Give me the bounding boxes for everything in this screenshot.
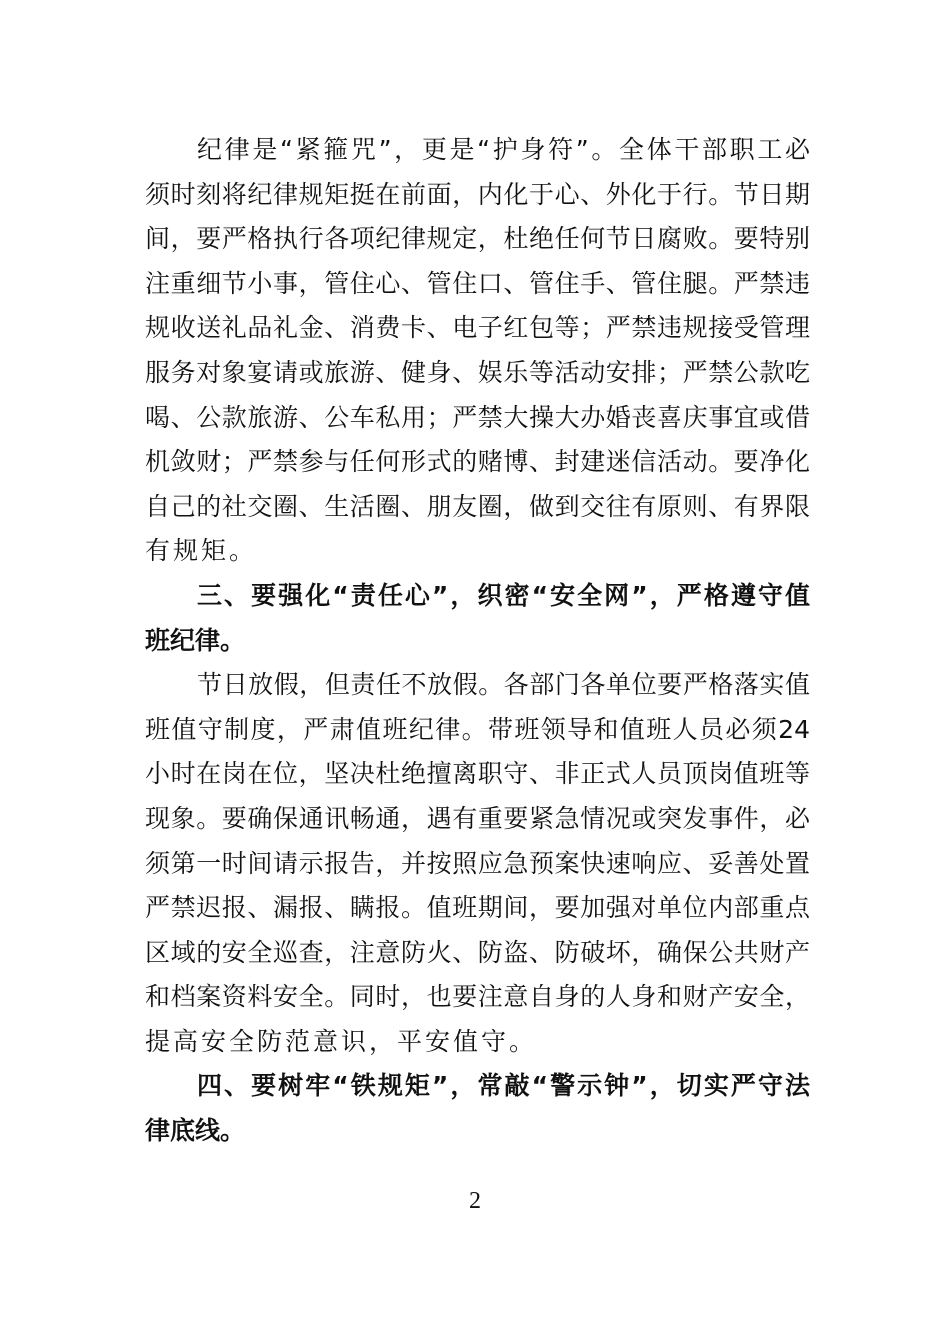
section-heading-4 (145, 1064, 810, 1153)
text-line: 喝、公款旅游、公车私用；严禁大操大办婚丧喜庆事宜或借 (145, 402, 810, 432)
text-line: 小时在岗在位，坚决杜绝擅离职守、非正式人员顶岗值班等 (145, 759, 810, 789)
document-body (145, 128, 810, 1154)
text-line: 提高安全防范意识，平安值守。 (145, 1026, 538, 1056)
paragraph-duty (145, 663, 810, 1064)
text-line: 机敛财；严禁参与任何形式的赌博、封建迷信活动。要净化 (145, 447, 810, 477)
text-line: 间，要严格执行各项纪律规定，杜绝任何节日腐败。要特别 (145, 224, 810, 254)
heading-line: 三、要强化“责任心”，织密“安全网”，严格遵守值 (197, 580, 810, 610)
text-line: 规收送礼品礼金、消费卡、电子红包等；严禁违规接受管理 (145, 313, 810, 343)
text-line: 服务对象宴请或旅游、健身、娱乐等活动安排；严禁公款吃 (145, 357, 810, 387)
text-line: 区域的安全巡查，注意防火、防盗、防破坏，确保公共财产 (145, 937, 810, 967)
section-heading-3 (145, 574, 810, 663)
text-line: 班值守制度，严肃值班纪律。带班领导和值班人员必须24 (145, 714, 810, 744)
text-line: 自己的社交圈、生活圈、朋友圈，做到交往有原则、有界限 (145, 491, 810, 521)
text-line: 纪律是“紧箍咒”，更是“护身符”。全体干部职工必 (197, 135, 810, 164)
page-number: 2 (469, 1188, 481, 1214)
paragraph-discipline (145, 128, 810, 574)
text-line: 须第一时间请示报告，并按照应急预案快速响应、妥善处置 (145, 848, 810, 878)
text-line: 和档案资料安全。同时，也要注意自身的人身和财产安全， (145, 982, 810, 1012)
text-line: 注重细节小事，管住心、管住口、管住手、管住腿。严禁违 (145, 268, 810, 298)
heading-line: 班纪律。 (145, 625, 246, 655)
text-line: 须时刻将纪律规矩挺在前面，内化于心、外化于行。节日期 (145, 179, 810, 209)
text-line: 严禁迟报、漏报、瞒报。值班期间，要加强对单位内部重点 (145, 893, 810, 923)
heading-line: 四、要树牢“铁规矩”，常敲“警示钟”，切实严守法 (197, 1071, 810, 1101)
text-line: 有规矩。 (145, 536, 258, 566)
text-line: 现象。要确保通讯畅通，遇有重要紧急情况或突发事件，必 (145, 803, 810, 833)
heading-line: 律底线。 (145, 1116, 246, 1146)
text-line: 节日放假，但责任不放假。各部门各单位要严格落实值 (197, 670, 810, 700)
